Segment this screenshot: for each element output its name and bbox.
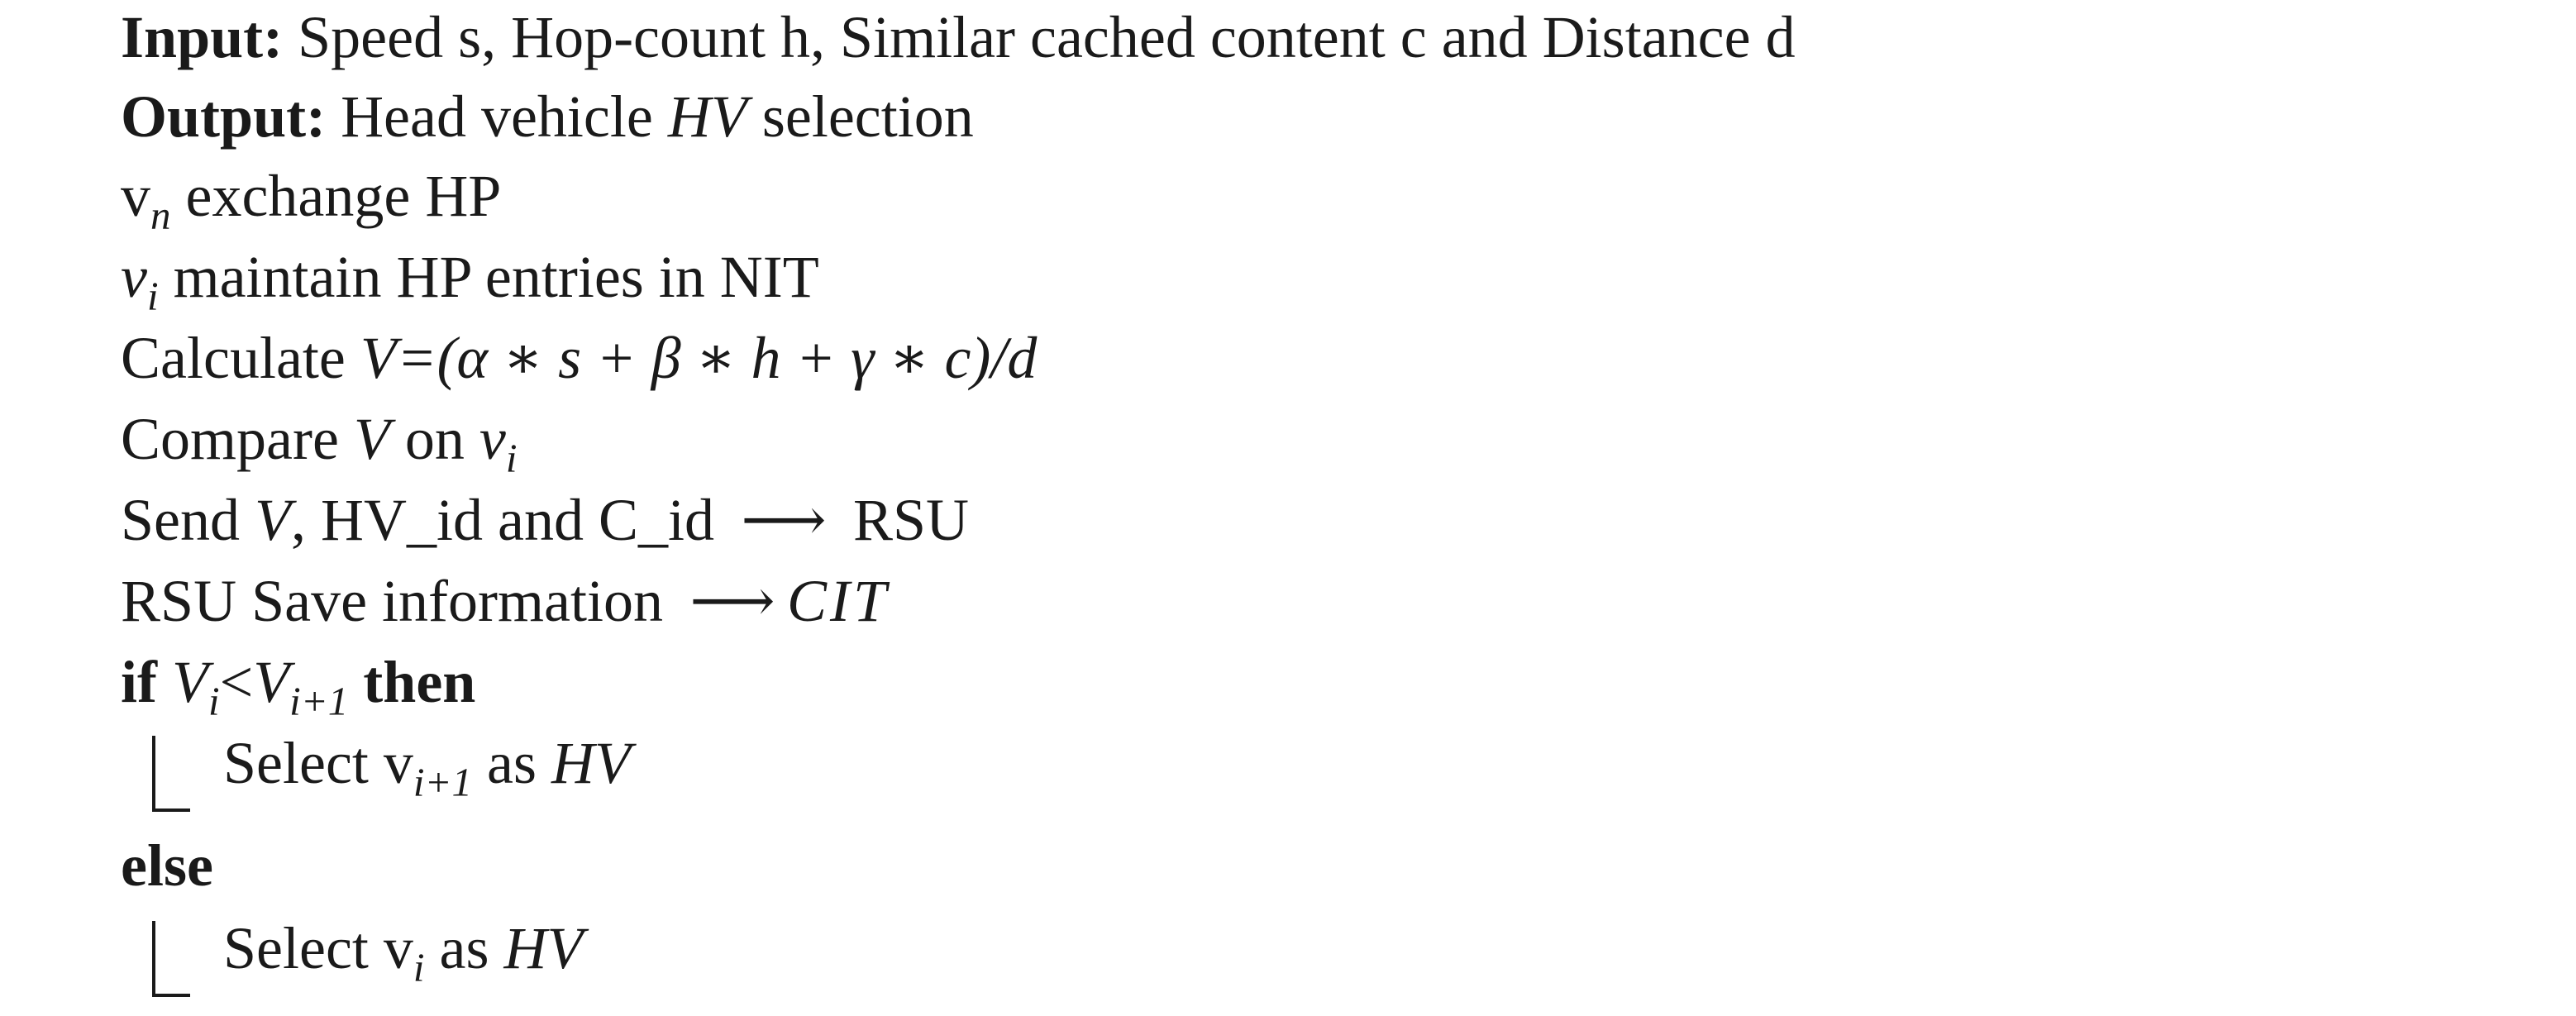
- var-V: V: [253, 649, 290, 715]
- block-bracket: [152, 921, 190, 997]
- line-content: [121, 321, 1037, 395]
- line-text: , HV_id and C_id: [290, 487, 729, 553]
- line-content: [121, 402, 518, 481]
- right-arrow-icon: ⟶: [741, 487, 827, 553]
- subscript: i+1: [413, 759, 473, 805]
- right-arrow-icon: ⟶: [689, 568, 775, 634]
- line-text: Calculate: [121, 325, 360, 391]
- var-V: V: [171, 649, 208, 715]
- output-content: [121, 79, 974, 154]
- line-text: RSU Save information: [121, 568, 678, 634]
- line-text: RSU: [837, 487, 970, 553]
- var-V: V: [255, 487, 291, 553]
- output-text-var: HV: [667, 83, 747, 150]
- output-text-b: selection: [747, 83, 974, 150]
- var-HV: HV: [551, 730, 632, 796]
- var-V: V: [353, 406, 390, 472]
- keyword-then: then: [363, 649, 476, 715]
- subscript: i: [208, 678, 220, 724]
- line-content: [121, 564, 890, 638]
- var-CIT: CIT: [786, 568, 890, 634]
- subscript: i+1: [289, 678, 349, 724]
- line-content: [121, 645, 476, 724]
- line-content: [223, 911, 584, 990]
- line-content: [223, 726, 632, 805]
- line-text: maintain HP entries in NIT: [158, 244, 819, 310]
- line-text: as: [424, 915, 504, 981]
- line-content: [121, 240, 819, 319]
- subscript: i: [505, 435, 518, 481]
- var-v: v: [479, 406, 506, 472]
- line-text: exchange HP: [170, 163, 502, 229]
- line-content: [121, 159, 502, 238]
- formula: V=(α ∗ s + β ∗ h + γ ∗ c)/d: [360, 325, 1038, 391]
- operator: <: [219, 649, 254, 715]
- keyword-if: if: [121, 649, 157, 715]
- line-text: Compare: [121, 406, 354, 472]
- line-content: [121, 828, 213, 903]
- var-v: v: [121, 163, 150, 229]
- input-text: Speed s, Hop-count h, Similar cached content c and Distance d: [298, 4, 1796, 70]
- line-text: on: [389, 406, 479, 472]
- subscript: n: [150, 192, 171, 238]
- output-text-a: Head vehicle: [341, 83, 668, 150]
- block-bracket: [152, 736, 190, 812]
- line-content: [121, 483, 969, 557]
- input-content: [121, 0, 1796, 74]
- var-HV: HV: [503, 915, 584, 981]
- input-label: Input:: [121, 4, 284, 70]
- line-text: as: [472, 730, 552, 796]
- subscript: i: [146, 273, 159, 319]
- output-label: Output:: [121, 83, 327, 150]
- var-v: v: [121, 244, 147, 310]
- line-text: Send: [121, 487, 255, 553]
- subscript: i: [413, 944, 425, 990]
- keyword-else: else: [121, 832, 213, 899]
- line-text: Select v: [223, 730, 413, 796]
- line-text: Select v: [223, 915, 413, 981]
